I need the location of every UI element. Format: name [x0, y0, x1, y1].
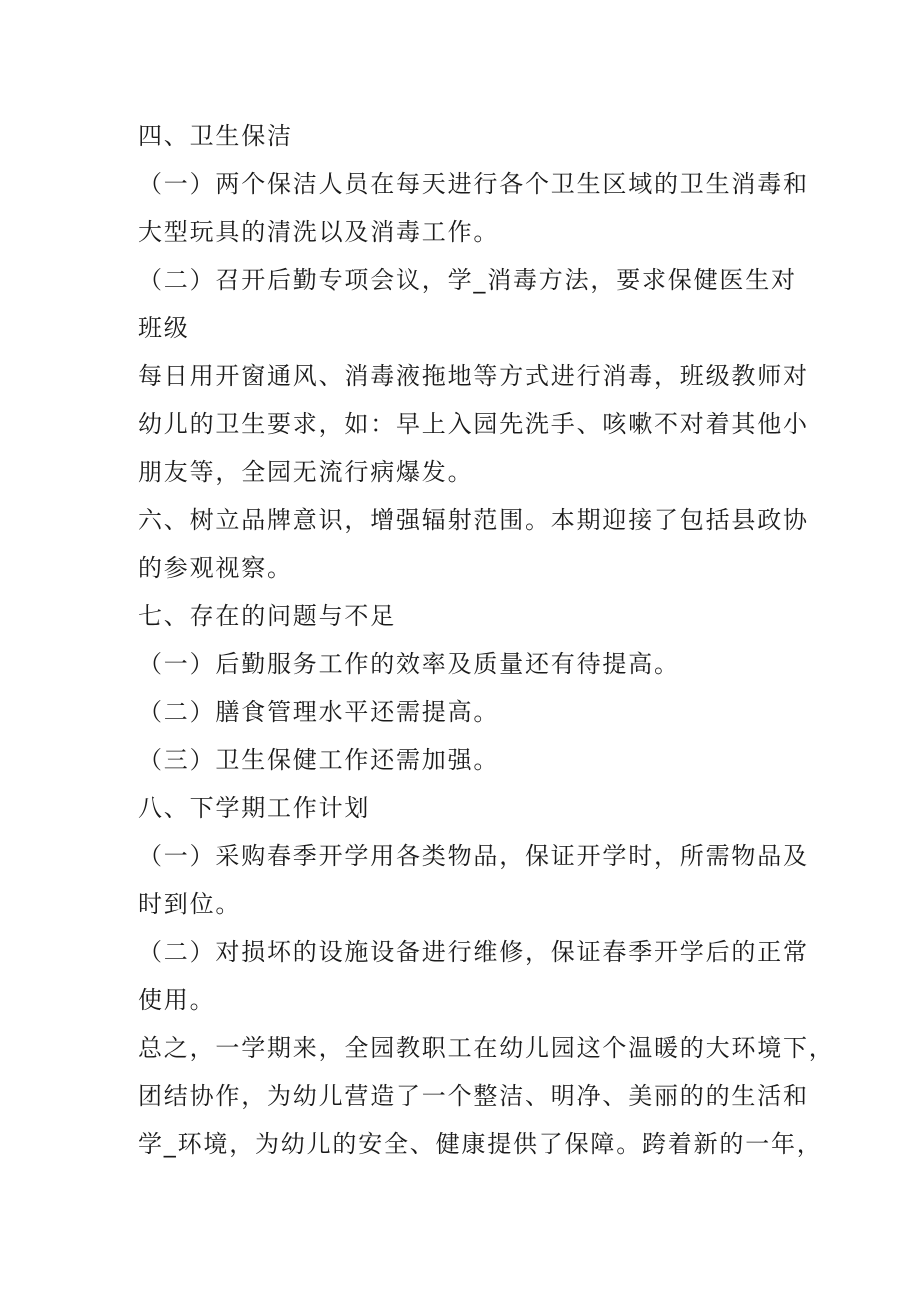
text-line: 幼儿的卫生要求，如：早上入园先洗手、咳嗽不对着其他小 — [138, 410, 809, 438]
heading-brand: 六、树立品牌意识，增强辐射范围。本期迎接了包括县政协 — [138, 506, 809, 534]
text-line: 团结协作，为幼儿营造了一个整洁、明净、美丽的的生活和 — [138, 1082, 809, 1110]
text-line: （三）卫生保健工作还需加强。 — [138, 746, 500, 774]
text-line: 大型玩具的清洗以及消毒工作。 — [138, 218, 500, 246]
text-line: （一）两个保洁人员在每天进行各个卫生区域的卫生消毒和 — [138, 170, 809, 198]
text-line: （二）膳食管理水平还需提高。 — [138, 698, 500, 726]
text-line: 班级 — [138, 314, 190, 342]
text-line: （一）采购春季开学用各类物品，保证开学时，所需物品及 — [138, 842, 809, 870]
heading-sanitation: 四、卫生保洁 — [138, 122, 293, 150]
text-line: 使用。 — [138, 986, 216, 1014]
text-line: 的参观视察。 — [138, 554, 293, 582]
text-line: 时到位。 — [138, 890, 242, 918]
text-line: 每日用开窗通风、消毒液拖地等方式进行消毒，班级教师对 — [138, 362, 809, 390]
heading-next-term-plan: 八、下学期工作计划 — [138, 794, 371, 822]
heading-problems: 七、存在的问题与不足 — [138, 602, 396, 630]
text-line: 朋友等，全园无流行病爆发。 — [138, 458, 474, 486]
text-line: 学_环境，为幼儿的安全、健康提供了保障。跨着新的一年， — [138, 1130, 823, 1158]
text-line: （二）对损坏的设施设备进行维修，保证春季开学后的正常 — [138, 938, 809, 966]
text-line: （一）后勤服务工作的效率及质量还有待提高。 — [138, 650, 680, 678]
text-line: 总之，一学期来，全园教职工在幼儿园这个温暖的大环境下， — [138, 1034, 835, 1062]
text-line: （二）召开后勤专项会议，学_消毒方法，要求保健医生对 — [138, 266, 797, 294]
document-page — [138, 112, 835, 1168]
